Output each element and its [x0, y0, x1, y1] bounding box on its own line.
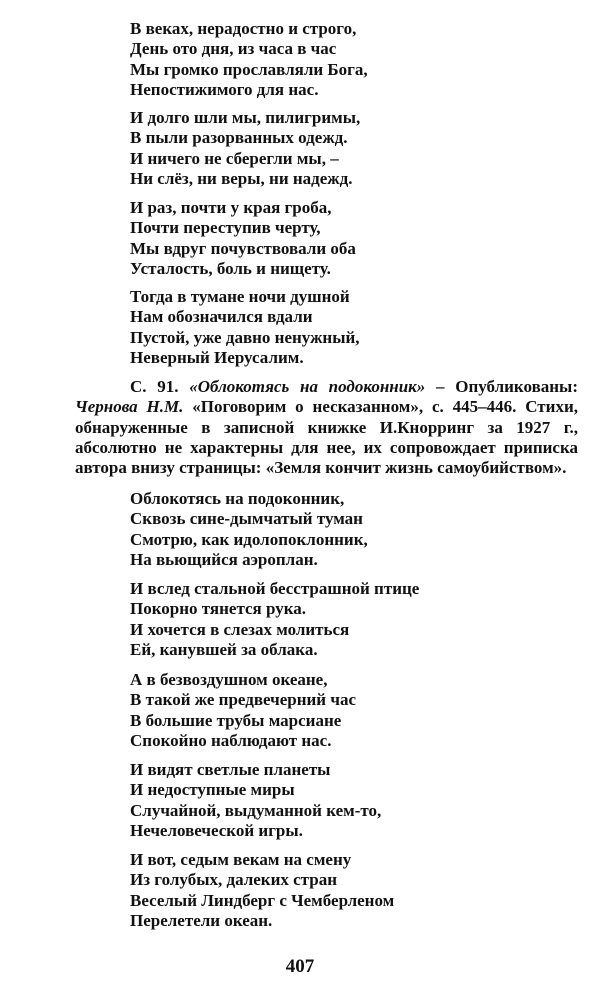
stanza	[130, 19, 368, 100]
poem-line: Покорно тянется рука.	[130, 599, 307, 619]
note-text-2: «Поговорим о несказанном», с. 445–446. Стихи, обнаруженные в записной книжке И.Кнорринг за 1927 г., абсолютно не характерны для нее, их сопровождает приписка автора внизу страницы: «Земля кончит жизнь самоубийством».	[75, 397, 578, 478]
poem-line: А в безвоздушном океане,	[130, 670, 328, 689]
stanza	[130, 198, 356, 279]
stanza	[130, 489, 368, 570]
poem-line: Пустой, уже давно ненужный,	[130, 327, 360, 347]
poem-line: И ничего не сберегли мы, –	[130, 148, 339, 168]
poem-line: Неверный Иерусалим.	[130, 347, 304, 367]
stanza	[130, 760, 381, 841]
poem-line: Почти переступив черту,	[130, 218, 321, 238]
stanza	[130, 579, 419, 660]
stanza	[130, 850, 394, 931]
poem-line: Перелетели океан.	[130, 910, 273, 930]
poem-line: Ни слёз, ни веры, ни надежд.	[130, 168, 353, 188]
poem-line: И вслед стальной бесстрашной птице	[130, 579, 420, 598]
poem-line: В веках, нерадостно и строго,	[130, 19, 357, 38]
note-title: «Облокотясь на подоконник»	[189, 377, 426, 396]
poem-line: Смотрю, как идолопоклонник,	[130, 529, 368, 549]
poem-line: В пыли разорванных одежд.	[130, 128, 348, 148]
poem-line: Нечеловеческой игры.	[130, 820, 303, 840]
note-text-1: – Опубликованы:	[425, 377, 578, 396]
poem-line: На вьющийся аэроплан.	[130, 549, 318, 569]
commentary-note	[75, 377, 578, 478]
poem-line: Мы вдруг почувствовали оба	[130, 238, 356, 258]
poem-line: Спокойно наблюдают нас.	[130, 730, 332, 750]
stanza	[130, 108, 360, 189]
stanza	[130, 287, 360, 368]
poem-line: Веселый Линдберг с Чемберленом	[130, 890, 395, 910]
poem-line: Облокотясь на подоконник,	[130, 489, 345, 508]
poem-line: В такой же предвечерний час	[130, 690, 356, 710]
poem-line: Мы громко прославляли Бога,	[130, 59, 368, 79]
poem-line: Ей, канувшей за облака.	[130, 639, 318, 659]
poem-line: Усталость, боль и нищету.	[130, 258, 331, 278]
poem-line: И хочется в слезах молиться	[130, 619, 350, 639]
stanza	[130, 670, 356, 751]
poem-line: Из голубых, далеких стран	[130, 870, 337, 890]
poem-line: День ото дня, из часа в час	[130, 39, 337, 59]
poem-line: Непостижимого для нас.	[130, 79, 319, 99]
poem-line: Тогда в тумане ночи душной	[130, 287, 350, 306]
poem-line: В большие трубы марсиане	[130, 710, 342, 730]
note-ref: С. 91.	[130, 377, 190, 396]
note-author: Чернова Н.М.	[75, 397, 184, 417]
poem-line: И раз, почти у края гроба,	[130, 198, 332, 217]
poem-line: И недоступные миры	[130, 780, 295, 800]
poem-line: И долго шли мы, пилигримы,	[130, 108, 361, 127]
poem-line: Нам обозначился вдали	[130, 307, 313, 327]
poem-line: И видят светлые планеты	[130, 760, 331, 779]
poem-line: Случайной, выдуманной кем-то,	[130, 800, 382, 820]
poem-line: Сквозь сине-дымчатый туман	[130, 509, 363, 529]
page-number: 407	[285, 956, 315, 977]
poem-line: И вот, седым векам на смену	[130, 850, 352, 869]
